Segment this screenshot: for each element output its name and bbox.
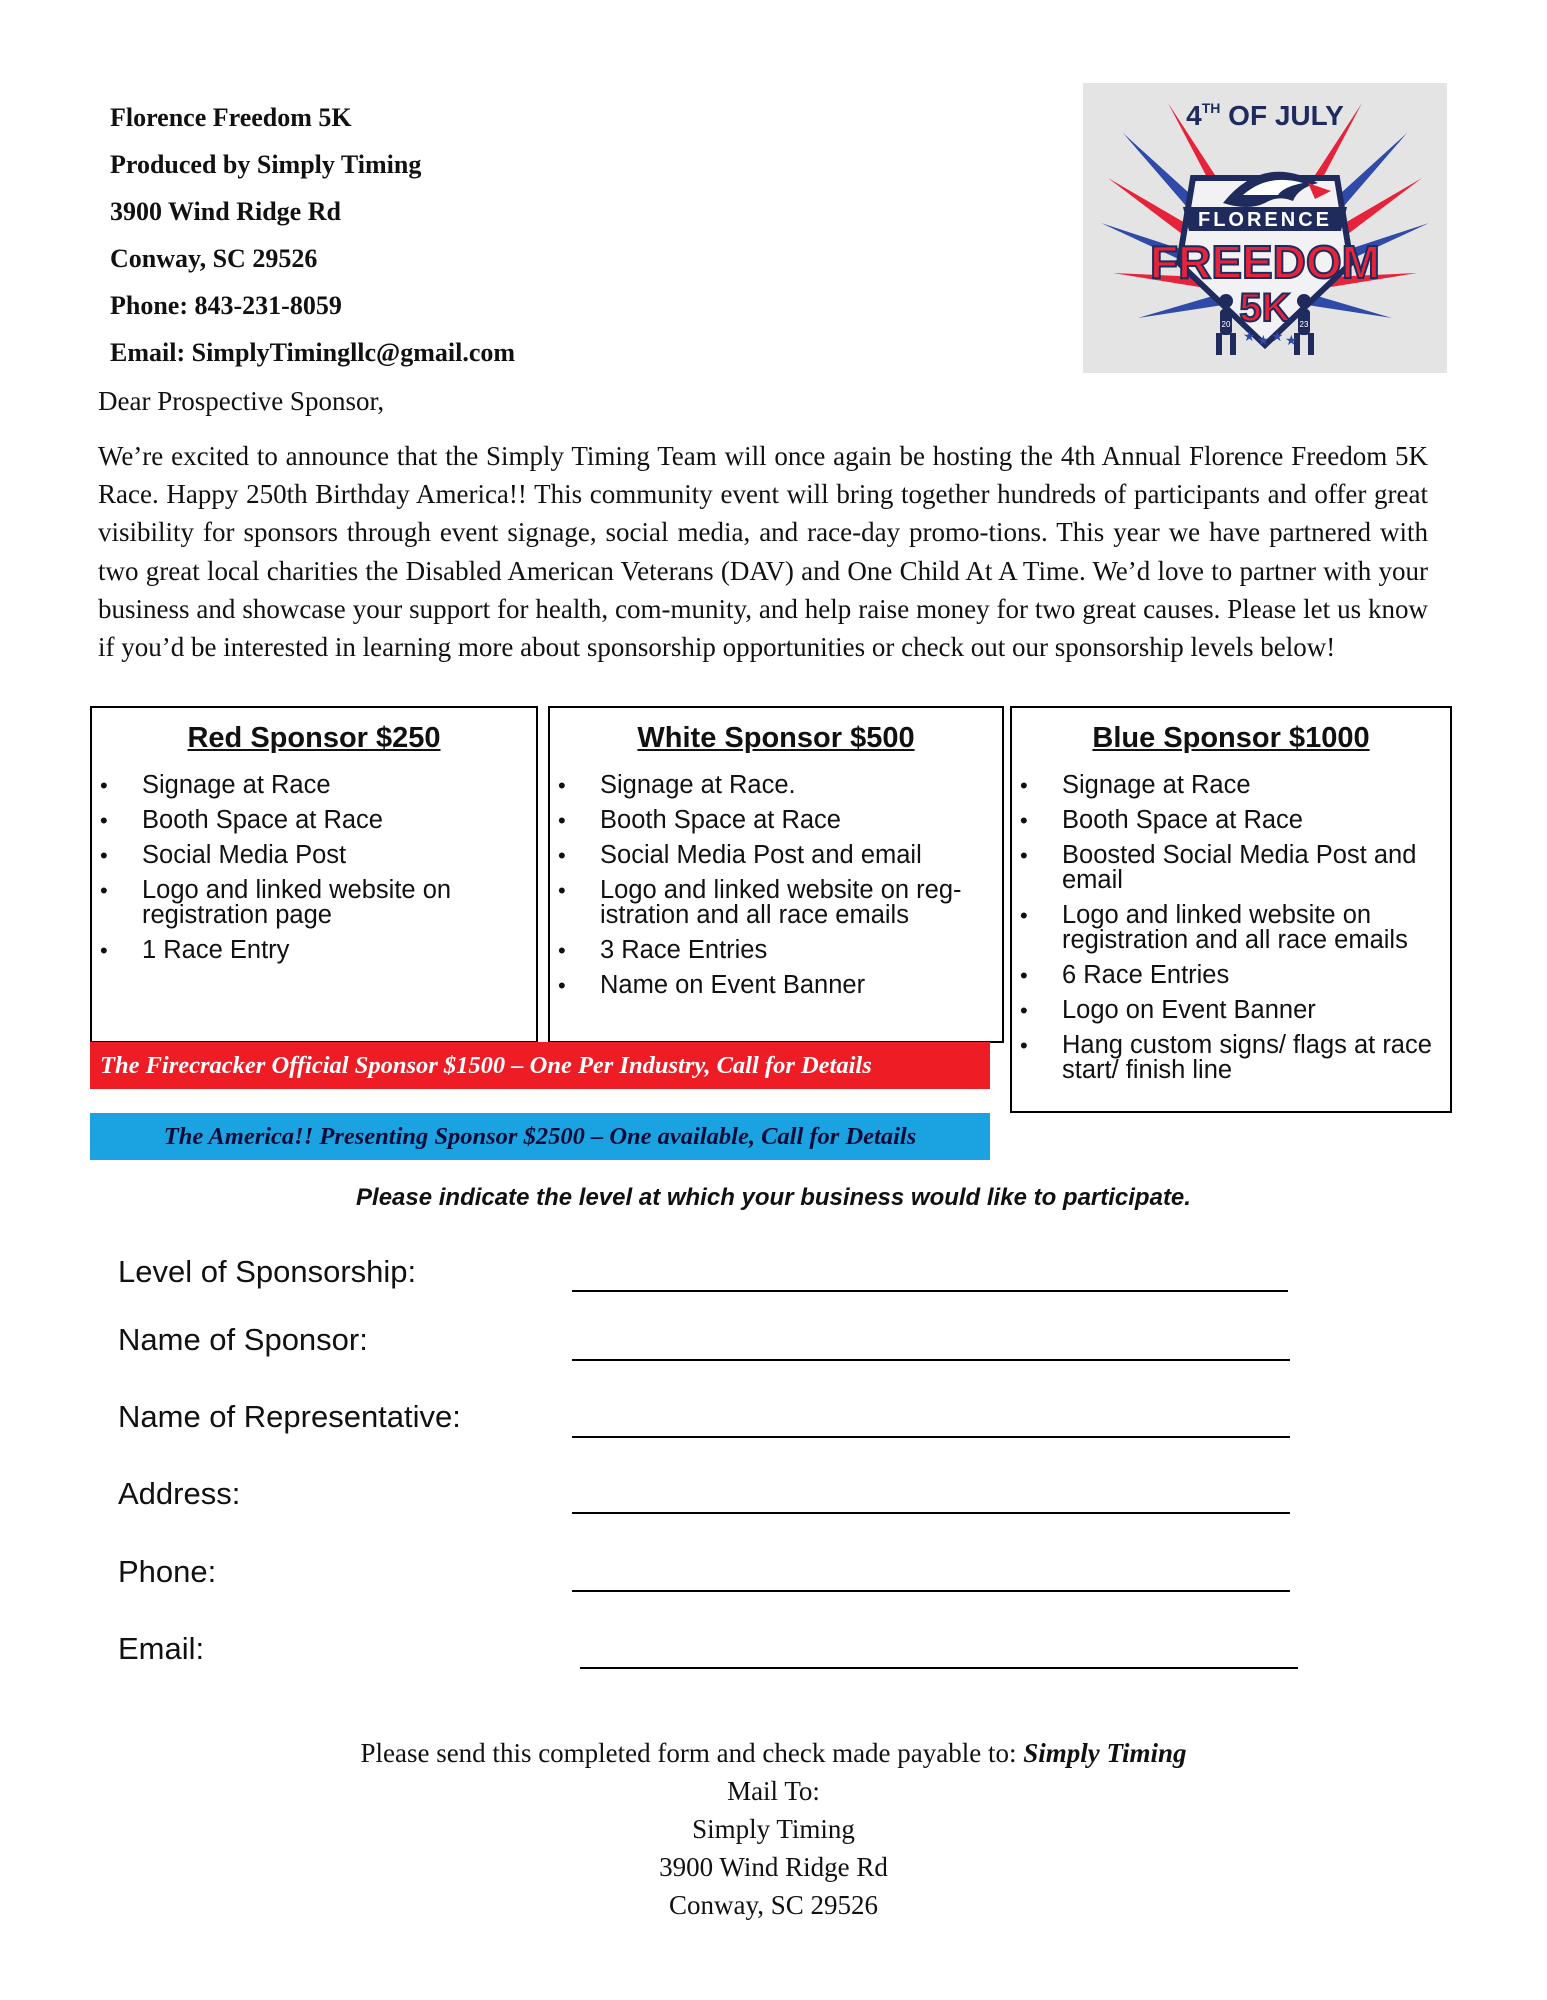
bullet-icon: • (558, 843, 566, 868)
svg-text:★: ★ (1243, 329, 1256, 345)
list-item: • Signage at Race (1020, 771, 1251, 799)
event-name: Florence Freedom 5K (110, 103, 352, 132)
list-item: • 3 Race Entries (558, 936, 768, 964)
blue-sponsor-title: Blue Sponsor $1000 (1092, 722, 1370, 754)
bullet-icon: • (100, 938, 108, 963)
bullet-icon: • (558, 973, 566, 998)
send-instruction: Please send this completed form and check made payable to: Simply Timing (360, 1738, 1187, 1768)
logo-top-text: 4TH OF JULY (1186, 100, 1344, 131)
mail-city: Conway, SC 29526 (668, 1890, 878, 1920)
bullet-icon: • (100, 773, 108, 798)
logo-5k-text: 5K (1239, 286, 1291, 330)
bullet-icon: • (1020, 773, 1028, 798)
list-item: • Booth Space at Race (558, 806, 841, 834)
bullet-icon: • (558, 938, 566, 963)
list-item: • Boosted Social Media Post and email (1020, 841, 1417, 894)
bullet-icon: • (1020, 963, 1028, 988)
logo-main-text: FREEDOM (1150, 236, 1380, 288)
phone-line[interactable] (572, 1590, 1290, 1592)
phone-label: Phone: (118, 1554, 217, 1589)
event-logo (1083, 83, 1447, 373)
email-line-input[interactable] (580, 1667, 1298, 1669)
bullet-icon: • (100, 808, 108, 833)
svg-text:★: ★ (1285, 333, 1298, 349)
name-of-sponsor-line[interactable] (572, 1359, 1290, 1361)
name-of-representative-line[interactable] (572, 1436, 1290, 1438)
list-item: • Booth Space at Race (100, 806, 383, 834)
svg-text:★: ★ (1271, 329, 1284, 345)
freedom-5k-logo-graphic (1083, 83, 1447, 373)
list-item: • Booth Space at Race (1020, 806, 1303, 834)
logo-year-right: 23 (1299, 320, 1309, 329)
bullet-icon: • (1020, 998, 1028, 1023)
mailing-instructions (0, 1734, 1547, 1924)
phone-line: Phone: 843-231-8059 (110, 291, 342, 320)
bullet-icon: • (558, 808, 566, 833)
producer-line: Produced by Simply Timing (110, 150, 422, 179)
list-item: • Social Media Post (100, 841, 347, 869)
bullet-icon: • (100, 878, 108, 903)
list-item: • 1 Race Entry (100, 936, 290, 964)
level-of-sponsorship-line[interactable] (572, 1290, 1288, 1292)
white-sponsor-benefits (550, 773, 1002, 998)
email-label: Email: (118, 1631, 205, 1666)
greeting: Dear Prospective Sponsor, (98, 386, 385, 416)
list-item: • Logo and linked website on reg-istration and all race emails (558, 876, 962, 929)
list-item: • Signage at Race (100, 771, 331, 799)
name-of-sponsor-label: Name of Sponsor: (118, 1322, 368, 1357)
blue-sponsor-box (1010, 706, 1452, 1113)
logo-year-left: 20 (1221, 320, 1231, 329)
red-sponsor-benefits (92, 773, 536, 963)
bullet-icon: • (1020, 808, 1028, 833)
bullet-icon: • (558, 878, 566, 903)
red-sponsor-box (90, 706, 538, 1043)
bullet-icon: • (1020, 843, 1028, 868)
mail-recipient: Simply Timing (692, 1814, 855, 1844)
mail-street: 3900 Wind Ridge Rd (659, 1852, 888, 1882)
white-sponsor-title: White Sponsor $500 (637, 722, 915, 754)
list-item: • Signage at Race. (558, 771, 796, 799)
bullet-icon: • (100, 843, 108, 868)
address-line[interactable] (572, 1512, 1290, 1514)
list-item: • Logo and linked website on registration page (100, 876, 452, 929)
list-item: • Name on Event Banner (558, 971, 866, 999)
list-item: • Hang custom signs/ flags at race start/ finish line (1020, 1031, 1432, 1084)
list-item: • Logo on Event Banner (1020, 996, 1316, 1024)
bullet-icon: • (558, 773, 566, 798)
name-of-representative-label: Name of Representative: (118, 1399, 461, 1434)
email-line: Email: SimplyTimingllc@gmail.com (110, 338, 516, 367)
mail-to-label: Mail To: (727, 1776, 820, 1806)
contact-block (110, 94, 515, 376)
city-state-zip: Conway, SC 29526 (110, 244, 318, 273)
list-item: • 6 Race Entries (1020, 961, 1230, 989)
red-sponsor-title: Red Sponsor $250 (187, 722, 441, 754)
blue-sponsor-benefits (1012, 773, 1450, 1083)
bullet-icon: • (1020, 1033, 1028, 1058)
bullet-icon: • (1020, 903, 1028, 928)
payee-name: Simply Timing (1023, 1738, 1187, 1768)
white-sponsor-box (548, 706, 1004, 1043)
svg-text:★: ★ (1257, 333, 1270, 349)
level-of-sponsorship-label: Level of Sponsorship: (118, 1254, 417, 1289)
list-item: • Social Media Post and email (558, 841, 922, 869)
logo-ribbon-text: FLORENCE (1198, 209, 1332, 231)
stars-icon (1243, 329, 1298, 349)
list-item: • Logo and linked website on registration and all race emails (1020, 901, 1408, 954)
address-label: Address: (118, 1476, 241, 1511)
intro-paragraph: We’re excited to announce that the Simply Timing Team will once again be hosting the 4th Annual Florence Freedom 5K Race. Happy 250th Birthday America!! This community event will bring together hundreds of participants and offer great visibility for sponsors through event signage, social media, and race-day promo-tions. This year we have partnered with two great local charities the Disabled American Veterans (DAV) and One Child At A Time. We’d love to partner with your business and showcase your support for health, com-munity, and help raise money for two great causes. Please let us know if you’d be interested in learning more about sponsorship opportunities or check out our sponsorship levels below! (98, 441, 1428, 663)
firecracker-sponsor-banner: The Firecracker Official Sponsor $1500 – One Per Industry, Call for Details (90, 1042, 990, 1089)
america-presenting-sponsor-banner: The America!! Presenting Sponsor $2500 – One available, Call for Details (90, 1113, 990, 1160)
street-address: 3900 Wind Ridge Rd (110, 197, 341, 226)
form-instruction: Please indicate the level at which your business would like to participate. (356, 1184, 1191, 1211)
